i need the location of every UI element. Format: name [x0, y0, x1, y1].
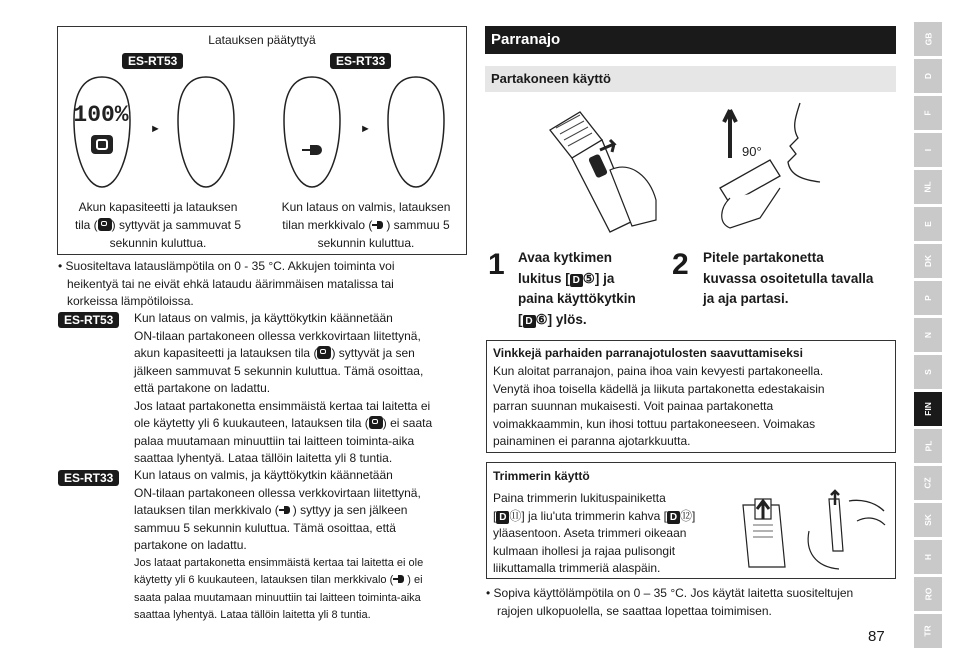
model-badge-rt33: ES-RT33 — [330, 53, 391, 69]
language-tab-label: PL — [923, 440, 933, 452]
language-tab-label: SK — [923, 514, 933, 526]
angle-label: 90° — [742, 144, 762, 159]
shaver-display-lit-illustration — [72, 75, 132, 190]
charge-status-icon — [369, 416, 383, 429]
shaver-plug-off-illustration — [386, 75, 446, 190]
part-d-icon: D — [523, 315, 536, 328]
trimmer-text: Paina trimmerin lukituspainiketta [ D ⑪] ja liu'uta trimmerin kahva [ D ⑫] yläasentoon. Aseta trimmeri oikeaan kulmaan ihollesi ja rajaa pulisongit liikuttamalla trimmeriä alaspäin. — [493, 491, 696, 575]
language-tab-label: S — [922, 369, 933, 375]
step-1-text: Avaa kytkimen lukitus [ D ⑤] ja paina käyttökytkin [ D ⑥] ylös. — [518, 250, 636, 327]
language-tab-label: RO — [923, 587, 933, 601]
language-tab-d[interactable] — [914, 59, 942, 93]
arrow-icon: ► — [360, 123, 371, 135]
shaver-plug-lit-illustration — [282, 75, 342, 190]
language-tab-p[interactable] — [914, 281, 942, 315]
tips-title: Vinkkejä parhaiden parranajotulosten saavuttamiseksi — [493, 346, 803, 360]
trimmer-title: Trimmerin käyttö — [493, 469, 590, 483]
language-tab-label: NL — [923, 181, 933, 193]
step-2-text: Pitele partakonetta kuvassa osoitetulla tavalla ja aja partasi. — [703, 250, 874, 306]
language-tab-label: TR — [923, 625, 933, 637]
language-tab-f[interactable] — [914, 96, 942, 130]
model-badge-rt33-inline: ES-RT33 — [58, 470, 119, 486]
language-tab-h[interactable] — [914, 540, 942, 574]
charge-temperature-note: • Suositeltava latauslämpötila on 0 - 35 °C. Akkujen toiminta voi heikentyä tai ne eivät ehkä lataudu äärimmäisen matalissa tai korkeissa lämpötiloissa. — [58, 259, 395, 308]
operating-temperature-note: • Sopiva käyttölämpötila on 0 – 35 °C. Jos käytät laitetta suositeltujen rajojen ulkopuolella, se saattaa lopettaa toimimisen. — [486, 586, 854, 618]
language-tab-label: D — [922, 72, 933, 80]
shaving-tips-box — [486, 340, 896, 453]
language-tab-n[interactable] — [914, 318, 942, 352]
language-tab-label: H — [922, 553, 933, 561]
language-tab-label: N — [922, 331, 933, 339]
model-badge-rt53: ES-RT53 — [122, 53, 183, 69]
language-tab-tr[interactable] — [914, 614, 942, 648]
language-tab-label: F — [922, 110, 933, 116]
language-tab-label: P — [922, 295, 933, 301]
part-d-icon: D — [667, 511, 680, 524]
language-tab-sk[interactable] — [914, 503, 942, 537]
plug-icon — [393, 575, 407, 583]
charge-status-icon — [98, 218, 112, 231]
language-tab-ro[interactable] — [914, 577, 942, 611]
language-tab-label: FIN — [922, 402, 933, 416]
language-tab-label: DK — [923, 254, 933, 268]
language-tab-nl[interactable] — [914, 170, 942, 204]
rt53-charge-text: Kun lataus on valmis, ja käyttökytkin käännetään ON-tilaan partakoneen ollessa verkkovirtaan liitettynä, akun kapasiteetti ja latauksen tila ( ) syttyvät ja sen jälkeen sammuvat 5 sekunnin kuluttua. Tämä osoittaa, että partakone on ladattu. Jos lataat partakonetta ensimmäistä kertaa tai laitetta ei ole käytetty yli 6 kuukauteen, latauksen tila ( ) ei saata palaa muutamaan minuuttiin tai laitteen toiminta-aika saattaa lyhentyä. Lataa tällöin laitetta yli 8 tuntia. — [134, 311, 433, 465]
charge-status-icon — [317, 346, 331, 359]
language-tab-cz[interactable] — [914, 466, 942, 500]
plug-icon — [279, 506, 293, 514]
shaver-display-off-illustration — [176, 75, 236, 190]
language-tabs — [914, 22, 942, 651]
trimmer-slide-illustration — [735, 495, 795, 575]
language-tab-pl[interactable] — [914, 429, 942, 463]
tips-text: Kun aloitat parranajon, paina ihoa vain kevyesti partakoneella. Venytä ihoa toisella kädellä ja liikuta partakonetta edestakaisin parran suunnan mukaisesti. Voit painaa partakonetta voimakkaammin, kun ihosi tottuu partakoneeseen. Voimakas painaminen ei paranna ajotarkkuutta. — [493, 364, 825, 448]
language-tab-dk[interactable] — [914, 244, 942, 278]
model-badge-rt53-inline: ES-RT53 — [58, 312, 119, 328]
language-tab-s[interactable] — [914, 355, 942, 389]
language-tab-fin[interactable] — [914, 392, 942, 426]
shaver-switch-illustration — [540, 100, 660, 235]
page-number: 87 — [868, 628, 885, 645]
language-tab-e[interactable] — [914, 207, 942, 241]
trimmer-box — [486, 462, 896, 579]
rt33-charge-text: Kun lataus on valmis, ja käyttökytkin käännetään ON-tilaan partakoneen ollessa verkkovirtaan liitettynä, latauksen tilan merkkivalo ( ) syttyy ja sen jälkeen sammuu 5 sekunnin kuluttua. Tämä osoittaa, että partakone on ladattu. Jos lataat partakonetta ensimmäistä kertaa tai laitetta ei ole käytetty yli 6 kuukauteen, latauksen tilan merkkivalo ( ) ei saata palaa muutamaan minuuttiin tai laitteen toiminta-aika saattaa lyhentyä. Lataa tällöin laitetta yli 8 tuntia. — [134, 468, 424, 621]
arrow-icon: ► — [150, 123, 161, 135]
shaving-angle-illustration — [700, 98, 850, 238]
language-tab-label: E — [922, 221, 933, 227]
battery-percent-display: 100% — [73, 102, 129, 128]
step-number-1: 1 — [488, 248, 505, 281]
charge-box-title: Latauksen päätyttyä — [208, 33, 316, 47]
plug-icon — [372, 221, 386, 229]
language-tab-label: GB — [923, 32, 933, 46]
language-tab-i[interactable] — [914, 133, 942, 167]
step-number-2: 2 — [672, 248, 689, 281]
caption-rt33: Kun lataus on valmis, latauksen tilan merkkivalo ( ) sammuu 5 sekunnin kuluttua. — [281, 200, 451, 250]
part-d-icon: D — [570, 274, 583, 287]
language-tab-label: I — [923, 148, 933, 152]
language-tab-gb[interactable] — [914, 22, 942, 56]
part-d-icon: D — [496, 511, 509, 524]
caption-rt53: Akun kapasiteetti ja latauksen tila ( ) syttyvät ja sammuvat 5 sekunnin kuluttua. — [74, 200, 242, 250]
trimmer-use-illustration — [799, 491, 894, 571]
subsection-title: Partakoneen käyttö — [485, 66, 896, 92]
charge-complete-box — [57, 26, 467, 255]
section-title: Parranajo — [485, 26, 896, 54]
language-tab-label: CZ — [923, 477, 933, 489]
